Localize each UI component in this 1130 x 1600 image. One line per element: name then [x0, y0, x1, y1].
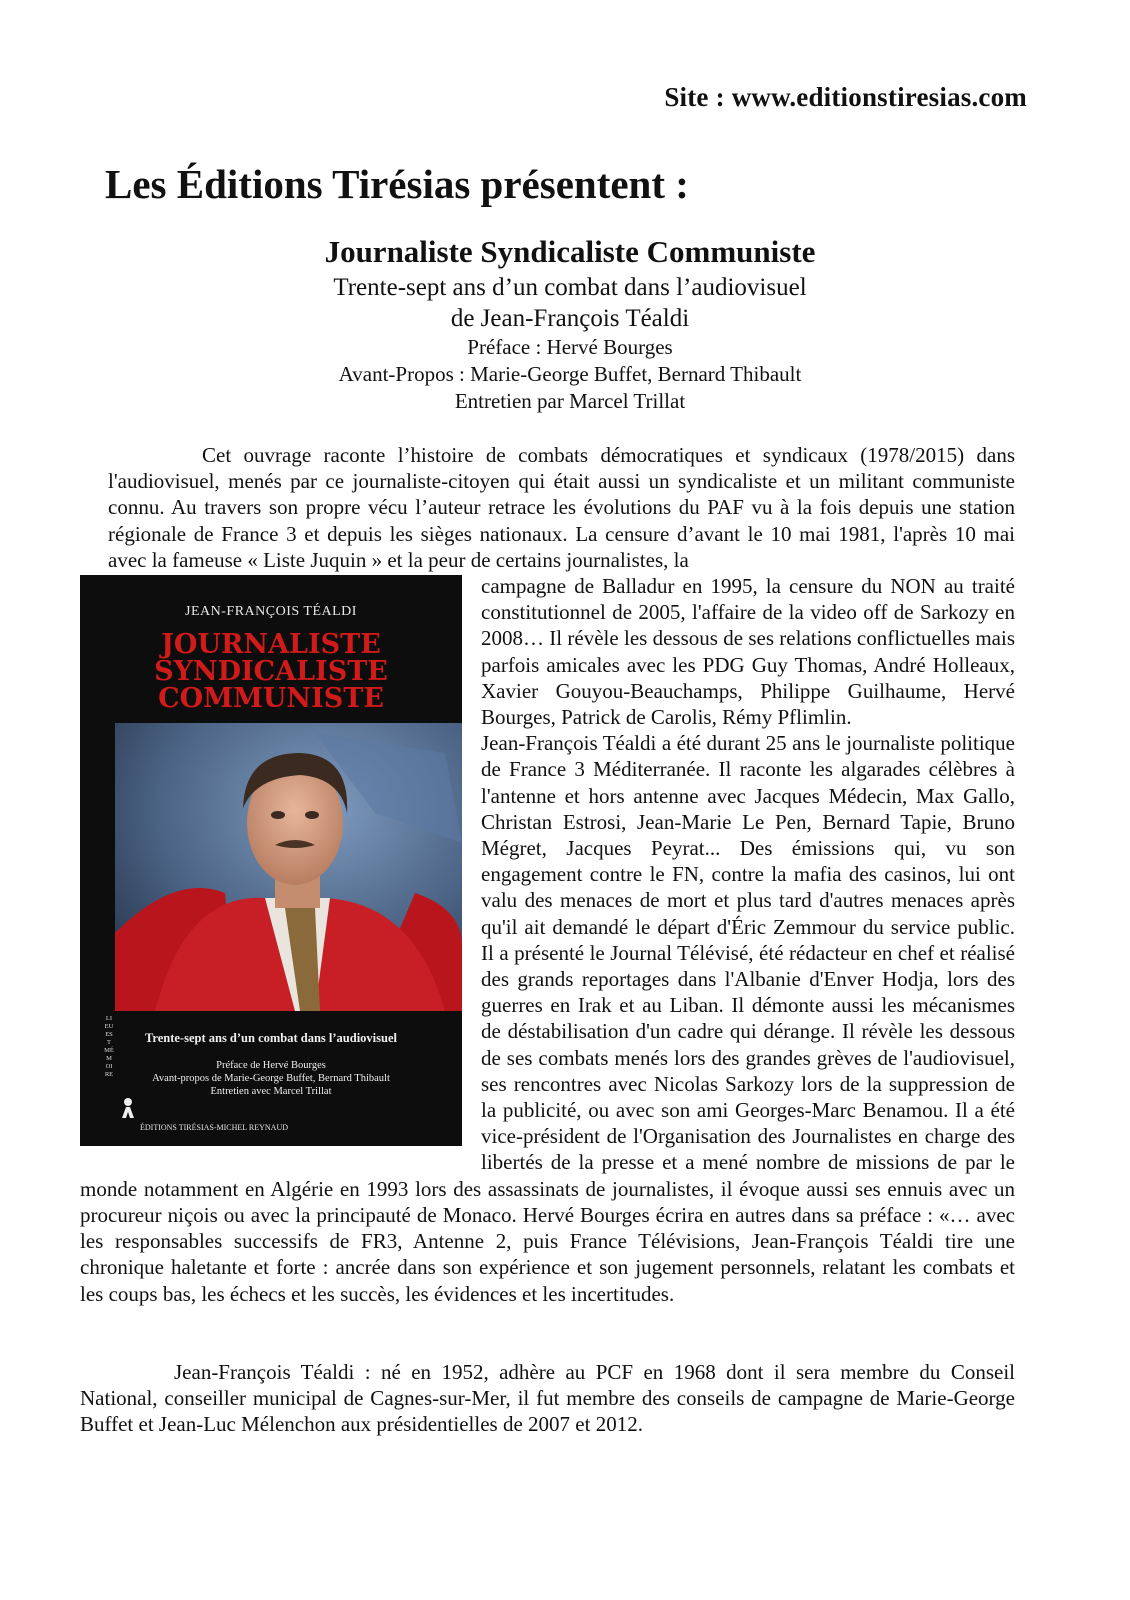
- book-author: de Jean-François Téaldi: [450, 305, 690, 332]
- book-preface: Préface : Hervé Bourges: [467, 335, 673, 359]
- cover-series-label: LIEU EST MÉMOIRE: [104, 1015, 114, 1079]
- cover-credit-line: Avant-propos de Marie-George Buffet, Bernard Thibault: [152, 1073, 390, 1085]
- book-header: [160, 232, 980, 415]
- site-link[interactable]: Site : www.editionstiresias.com: [664, 82, 1027, 112]
- book-title: Journaliste Syndicaliste Communiste: [324, 234, 816, 269]
- cover-title: [80, 629, 462, 715]
- publisher-logo-icon: [118, 1097, 138, 1119]
- paragraph-intro-start: Cet ouvrage raconte l’histoire de combats démocratiques et syndicaux (1978/2015) dans l'audiovisuel, menés par ce journaliste-citoyen qui était aussi un syndicaliste et un militant communiste connu. Au travers son propre vécu l’auteur retrace les évolutions du PAF vu à la fois depuis une station régionale de France 3 et depuis les sièges nationaux. La censure d’avant le 10 mai 1981, l'après 10 mai avec la fameuse « Liste Juquin » et la peur de certains journalistes, la: [108, 443, 1015, 572]
- cover-title-line: SYNDICALISTE: [154, 656, 388, 688]
- cover-title-line: COMMUNISTE: [158, 683, 384, 715]
- cover-author: JEAN-FRANÇOIS TÉALDI: [185, 604, 357, 620]
- paragraph-career: Jean-François Téaldi a été durant 25 ans le journaliste politique de France 3 Méditerranée. Il raconte les algarades célèbres à l'antenne et hors antenne avec Jacques Médecin, Max Gallo, Christan Estrosi, Jean-Marie Le Pen, Bernard Tapie, Bruno Mégret, Jacques Peyrat... Des émissions qui, vu son engagement contre le FN, contre la mafia des casinos, lui ont valu des menaces de mort et plus tard d'autres menaces après qu'il ait demandé le départ d'Éric Zemmour du service public. Il a présenté le Journal Télévisé, été rédacteur en chef et réalisé des grands reportages dans l'Albanie d'Enver Hodja, lors des guerres en Irak et au Liban. Il démonte aussi les mécanismes de déstabilisation d'un cadre qui dérange. Il révèle les dessous de ses combats menés lors des grandes grèves de l'audiovisuel, ses rencontres avec Nicolas Sarkozy lors de la suppression de la publicité, ou avec son ami Georges-Marc Benamou. Il a été vice-président de l'Organisation des Journalistes en charge des libertés de la presse et a mené nombre de missions de par le monde notamment en Algérie en 1993 lors des assassinats de journalistes, il évoque aussi ses ennuis avec un procureur niçois ou avec la principauté de Monaco. Hervé Bourges écrira en autres dans sa préface : «… avec les responsables successifs de FR3, Antenne 2, puis France Télévisions, Jean-François Téaldi tire une chronique haletante et forte : ancrée dans son expérience et son jugement personnels, relatant les combats et les coups bas, les échecs et les succès, les évidences et les incertitudes.: [80, 731, 1015, 1306]
- cover-credit-line: Préface de Hervé Bourges: [216, 1060, 326, 1072]
- book-foreword: Avant-Propos : Marie-George Buffet, Bernard Thibault: [338, 362, 802, 386]
- book-subtitle: Trente-sept ans d’un combat dans l’audiovisuel: [333, 274, 807, 301]
- cover-title-line: JOURNALISTE: [161, 629, 381, 661]
- cover-credits: [80, 1059, 462, 1098]
- book-interview: Entretien par Marcel Trillat: [454, 389, 686, 413]
- paragraph-intro-rest: campagne de Balladur en 1995, la censure du NON au traité constitutionnel de 2005, l'affaire de la video off de Sarkozy en 2008… Il révèle les dessous de ses relations conflictuelles mais parfois amicales avec les PDG Guy Thomas, André Holleaux, Xavier Gouyou-Beauchamps, Philippe Guilhaume, Hervé Bourges, Patrick de Carolis, Rémy Pflimlin.: [481, 574, 1015, 730]
- spacer: [80, 1307, 1015, 1359]
- cover-credit-line: Entretien avec Marcel Trillat: [210, 1086, 332, 1098]
- page-title: Les Éditions Tirésias présentent :: [105, 161, 689, 207]
- site-url[interactable]: [664, 82, 1027, 113]
- book-cover-image: [80, 575, 462, 1146]
- paragraph-biography: Jean-François Téaldi : né en 1952, adhère au PCF en 1968 dont il sera membre du Conseil National, conseiller municipal de Cagnes-sur-Mer, il fut membre des conseils de campagne de Marie-George Buffet et Jean-Luc Mélenchon aux présidentielles de 2007 et 2012.: [80, 1359, 1015, 1437]
- cover-subtitle: Trente-sept ans d’un combat dans l’audiovisuel: [144, 1031, 397, 1046]
- cover-publisher: ÉDITIONS TIRÉSIAS-MICHEL REYNAUD: [140, 1123, 288, 1133]
- cover-portrait-photo: [115, 723, 462, 1011]
- article-body: [80, 442, 1015, 1437]
